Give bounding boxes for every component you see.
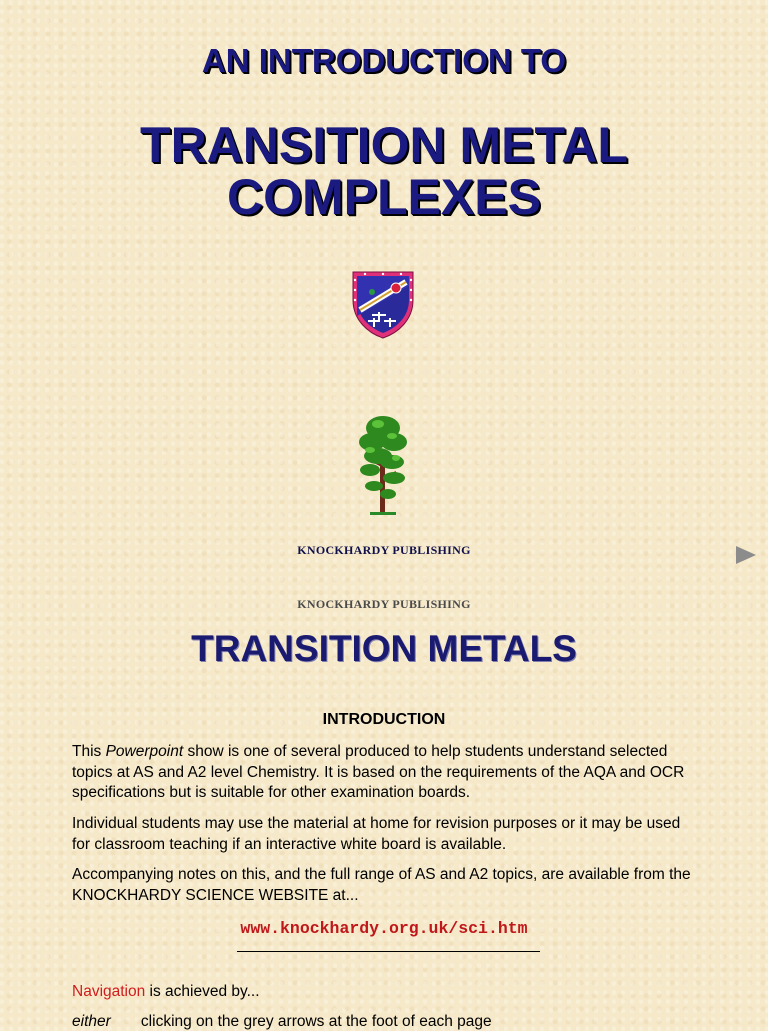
tree-icon	[356, 414, 410, 520]
para1-text: show is one of several produced to help students understand selected topics at AS and A2 level Chemistry. It is based on the requirements of the AQA and OCR specifications but is suitable for other examination boards.	[72, 743, 685, 801]
either-word: either	[72, 1013, 111, 1030]
powerpoint-word: Powerpoint	[105, 743, 184, 760]
publisher-label-2: KNOCKHARDY PUBLISHING	[297, 597, 471, 611]
intro-paragraph-3: Accompanying notes on this, and the full range of AS and A2 topics, are available from the KNOCKHARDY SCIENCE WEBSITE at...	[72, 866, 691, 904]
divider	[237, 951, 540, 952]
navigation-text: is achieved by...	[145, 983, 260, 1000]
next-arrow-icon[interactable]	[736, 546, 756, 564]
navigation-word: Navigation	[72, 983, 146, 1000]
either-text: clicking on the grey arrows at the foot of each page	[110, 1013, 492, 1030]
section-title: TRANSITION METALS	[191, 628, 577, 669]
intro-heading: AN INTRODUCTION TO	[201, 42, 567, 79]
either-line	[72, 1013, 492, 1031]
school-crest-icon	[350, 270, 416, 340]
title-line-2: COMPLEXES	[227, 169, 541, 225]
publisher-label: KNOCKHARDY PUBLISHING	[297, 543, 471, 557]
para1-prefix: This	[72, 743, 106, 760]
title-line-1: TRANSITION METAL	[140, 117, 628, 173]
intro-paragraph-2: Individual students may use the material at home for revision purposes or it may be used for classroom teaching if an interactive white board is available.	[72, 815, 681, 853]
intro-subheading: INTRODUCTION	[322, 711, 446, 728]
intro-paragraph-1	[72, 742, 702, 804]
navigation-line	[72, 983, 260, 1001]
website-link[interactable]: www.knockhardy.org.uk/sci.htm	[240, 919, 528, 938]
